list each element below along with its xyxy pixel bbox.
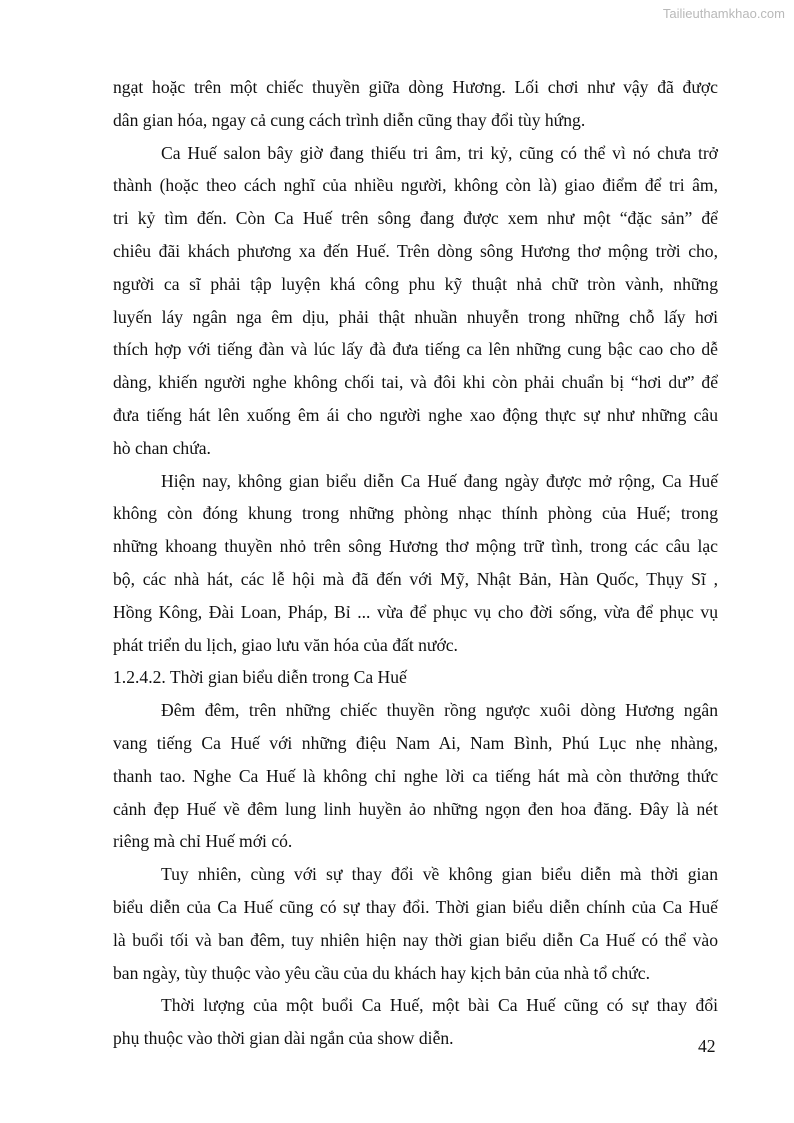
text-line: vang tiếng Ca Huế với những điệu Nam Ai, Nam Bình, Phú Lục nhẹ nhàng, <box>113 732 718 753</box>
section-heading <box>113 661 718 694</box>
document-body <box>113 71 718 1055</box>
text-line: những khoang thuyền nhỏ trên sông Hương thơ mộng trữ tình, trong các câu lạc <box>113 536 718 557</box>
text-line: Tuy nhiên, cùng với sự thay đổi về không gian biểu diễn mà thời gian <box>161 864 718 885</box>
text-line: hò chan chứa. <box>113 437 211 458</box>
text-line: thanh tao. Nghe Ca Huế là không chỉ nghe lời ca tiếng hát mà còn thưởng thức <box>113 765 718 786</box>
text-line: biểu diễn của Ca Huế cũng có sự thay đổi. Thời gian biểu diễn chính của Ca Huế <box>113 896 718 917</box>
paragraph <box>113 989 718 1055</box>
text-line: tri kỷ tìm đến. Còn Ca Huế trên sông đang được xem như một “đặc sản” để <box>113 208 718 229</box>
paragraph <box>113 694 718 858</box>
text-line: chiêu đãi khách phương xa đến Huế. Trên dòng sông Hương thơ mộng trời cho, <box>113 240 718 261</box>
paragraph <box>113 465 718 662</box>
text-line: người ca sĩ phải tập luyện khá công phu kỹ thuật nhả chữ tròn vành, những <box>113 273 718 294</box>
paragraph <box>113 858 718 989</box>
paragraph <box>113 71 718 137</box>
text-line: 1.2.4.2. Thời gian biểu diễn trong Ca Huế <box>113 667 407 688</box>
page-number: 42 <box>698 1036 716 1056</box>
text-line: ban ngày, tùy thuộc vào yêu cầu của du khách hay kịch bản của nhà tổ chức. <box>113 962 650 983</box>
text-line: thành (hoặc theo cách nghĩ của nhiều người, không còn là) giao điểm để tri âm, <box>113 175 718 196</box>
text-line: phụ thuộc vào thời gian dài ngắn của show diễn. <box>113 1028 454 1049</box>
text-line: ngạt hoặc trên một chiếc thuyền giữa dòng Hương. Lối chơi như vậy đã được <box>113 77 718 97</box>
text-line: không còn đóng khung trong những phòng nhạc thính phòng của Huế; trong <box>113 503 718 524</box>
watermark: Tailieuthamkhao.com <box>662 6 785 21</box>
text-line: riêng mà chỉ Huế mới có. <box>113 831 293 852</box>
text-line: cảnh đẹp Huế về đêm lung linh huyền ảo những ngọn đen hoa đăng. Đây là nét <box>113 798 718 819</box>
text-line: dân gian hóa, ngay cả cung cách trình diễn cũng thay đổi tùy hứng. <box>113 109 586 130</box>
text-line: Đêm đêm, trên những chiếc thuyền rồng ngược xuôi dòng Hương ngân <box>161 700 718 721</box>
text-line: là buổi tối và ban đêm, tuy nhiên hiện nay thời gian biểu diễn Ca Huế có thể vào <box>113 929 718 950</box>
text-line: Thời lượng của một buổi Ca Huế, một bài Ca Huế cũng có sự thay đổi <box>161 995 718 1016</box>
text-line: thích hợp với tiếng đàn và lúc lấy đà đưa tiếng ca lên những cung bậc cao cho dễ <box>113 339 718 360</box>
text-line: Hiện nay, không gian biểu diễn Ca Huế đang ngày được mở rộng, Ca Huế <box>161 470 718 491</box>
text-line: phát triển du lịch, giao lưu văn hóa của đất nước. <box>113 634 458 655</box>
text-line: dàng, khiến người nghe không chối tai, và đôi khi còn phải chuẩn bị “hơi dư” để <box>113 372 718 393</box>
text-line: đưa tiếng hát lên xuống êm ái cho người nghe xao động thực sự như những câu <box>113 404 718 425</box>
text-line: Ca Huế salon bây giờ đang thiếu tri âm, tri kỷ, cũng có thể vì nó chưa trở <box>161 142 718 163</box>
text-line: Hồng Kông, Đài Loan, Pháp, Bỉ ... vừa để phục vụ cho đời sống, vừa để phục vụ <box>113 601 718 622</box>
text-line: bộ, các nhà hát, các lễ hội mà đã đến với Mỹ, Nhật Bản, Hàn Quốc, Thụy Sĩ , <box>113 568 718 589</box>
paragraph <box>113 137 718 465</box>
text-line: luyến láy ngân nga êm dịu, phải thật nhuần nhuyễn trong những chỗ lấy hơi <box>113 306 718 327</box>
